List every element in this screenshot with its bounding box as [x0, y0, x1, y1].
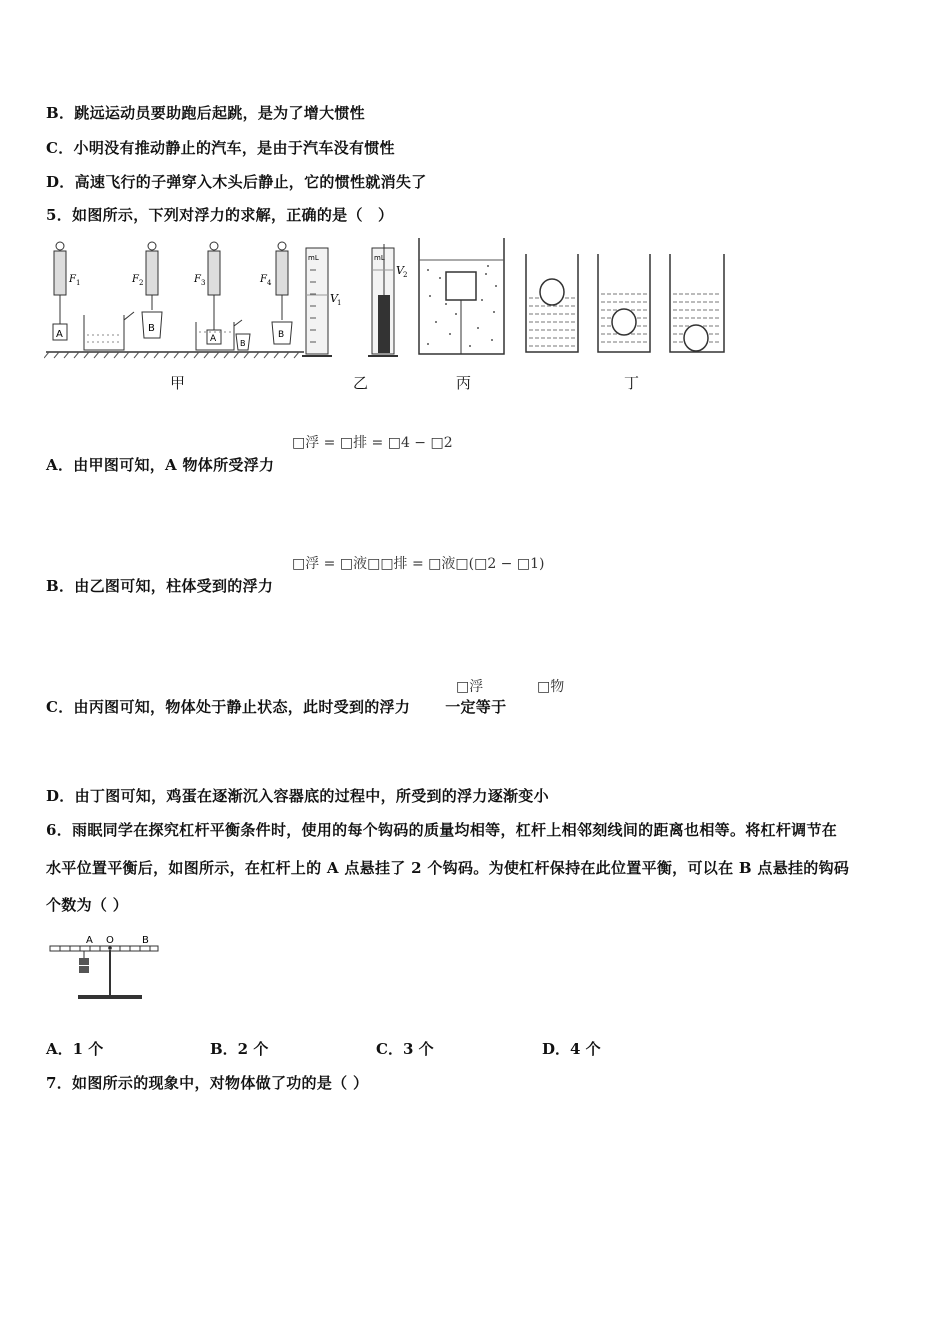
figure-jia [44, 240, 306, 362]
label-b-2: B [278, 330, 285, 340]
lever-label-a: A [86, 935, 93, 946]
q5-a-formula: □浮 = □排 = □4 − □2 [292, 435, 453, 451]
q5-c-symbol-2: □物 [537, 679, 565, 695]
q5-option-c-part-1: C．由丙图可知，物体处于静止状态，此时受到的浮力 [46, 698, 411, 716]
figure-label-ding: 丁 [624, 374, 640, 392]
q4-option-b: B．跳远运动员要助跑后起跳，是为了增大惯性 [46, 104, 365, 122]
label-b-1: B [148, 323, 155, 334]
figure-ding [520, 254, 732, 358]
lever-label-b: B [142, 935, 149, 946]
figure-yi [302, 240, 412, 362]
label-ml-1: mL [308, 254, 319, 262]
label-f2-sub: 2 [139, 279, 144, 287]
label-v1: V [330, 292, 338, 305]
label-ml-2: mL [374, 254, 385, 262]
label-f2: F [132, 274, 139, 285]
label-f1: F [69, 274, 76, 285]
q4-option-c: C．小明没有推动静止的汽车，是由于汽车没有惯性 [46, 139, 395, 157]
q5-option-d: D．由丁图可知，鸡蛋在逐渐沉入容器底的过程中，所受到的浮力逐渐变小 [46, 787, 549, 805]
label-f4-sub: 4 [267, 279, 272, 287]
q5-option-c-part-2: 一定等于 [445, 698, 507, 716]
q6-option-d: D．4 个 [542, 1040, 601, 1058]
label-a-2: A [210, 334, 217, 344]
q7-stem: 7．如图所示的现象中，对物体做了功的是（ ） [46, 1074, 369, 1092]
label-f1-sub: 1 [76, 279, 81, 287]
q5-option-a: A．由甲图可知，A 物体所受浮力 [46, 456, 275, 474]
q6-option-a: A．1 个 [46, 1040, 104, 1058]
q6-line-1: 6．雨眠同学在探究杠杆平衡条件时，使用的每个钩码的质量均相等，杠杆上相邻刻线间的距离也相等。将杠杆调节在 [46, 821, 838, 839]
label-v1-sub: 1 [337, 299, 342, 307]
figure-label-bing: 丙 [456, 374, 472, 392]
label-f3: F [194, 274, 201, 285]
figure-label-yi: 乙 [353, 374, 369, 392]
q6-line-3: 个数为（ ） [46, 896, 129, 914]
q6-line-2: 水平位置平衡后，如图所示，在杠杆上的 A 点悬挂了 2 个钩码。为使杠杆保持在此位置平衡，可以在 B 点悬挂的钩码 [46, 859, 850, 877]
lever-label-o: O [106, 935, 114, 946]
q6-option-c: C．3 个 [376, 1040, 434, 1058]
q5-option-b: B．由乙图可知，柱体受到的浮力 [46, 577, 274, 595]
figure-bing [416, 238, 508, 358]
q5-option-c [46, 696, 506, 717]
label-v2-sub: 2 [403, 271, 408, 279]
q5-c-symbol-1: □浮 [456, 679, 484, 695]
q5-stem: 5．如图所示，下列对浮力的求解，正确的是（ ） [46, 206, 394, 224]
label-a-1: A [56, 329, 63, 340]
figure-lever [48, 932, 164, 1002]
figure-label-jia: 甲 [170, 374, 186, 392]
q4-option-d: D．高速飞行的子弹穿入木头后静止，它的惯性就消失了 [46, 173, 427, 191]
label-f3-sub: 3 [201, 279, 206, 287]
label-b-small: B [240, 339, 246, 348]
q5-b-formula: □浮 = □液□□排 = □液□(□2 − □1) [292, 556, 545, 572]
label-v2: V [396, 264, 404, 277]
q6-option-b: B．2 个 [210, 1040, 269, 1058]
label-f4: F [260, 274, 267, 285]
